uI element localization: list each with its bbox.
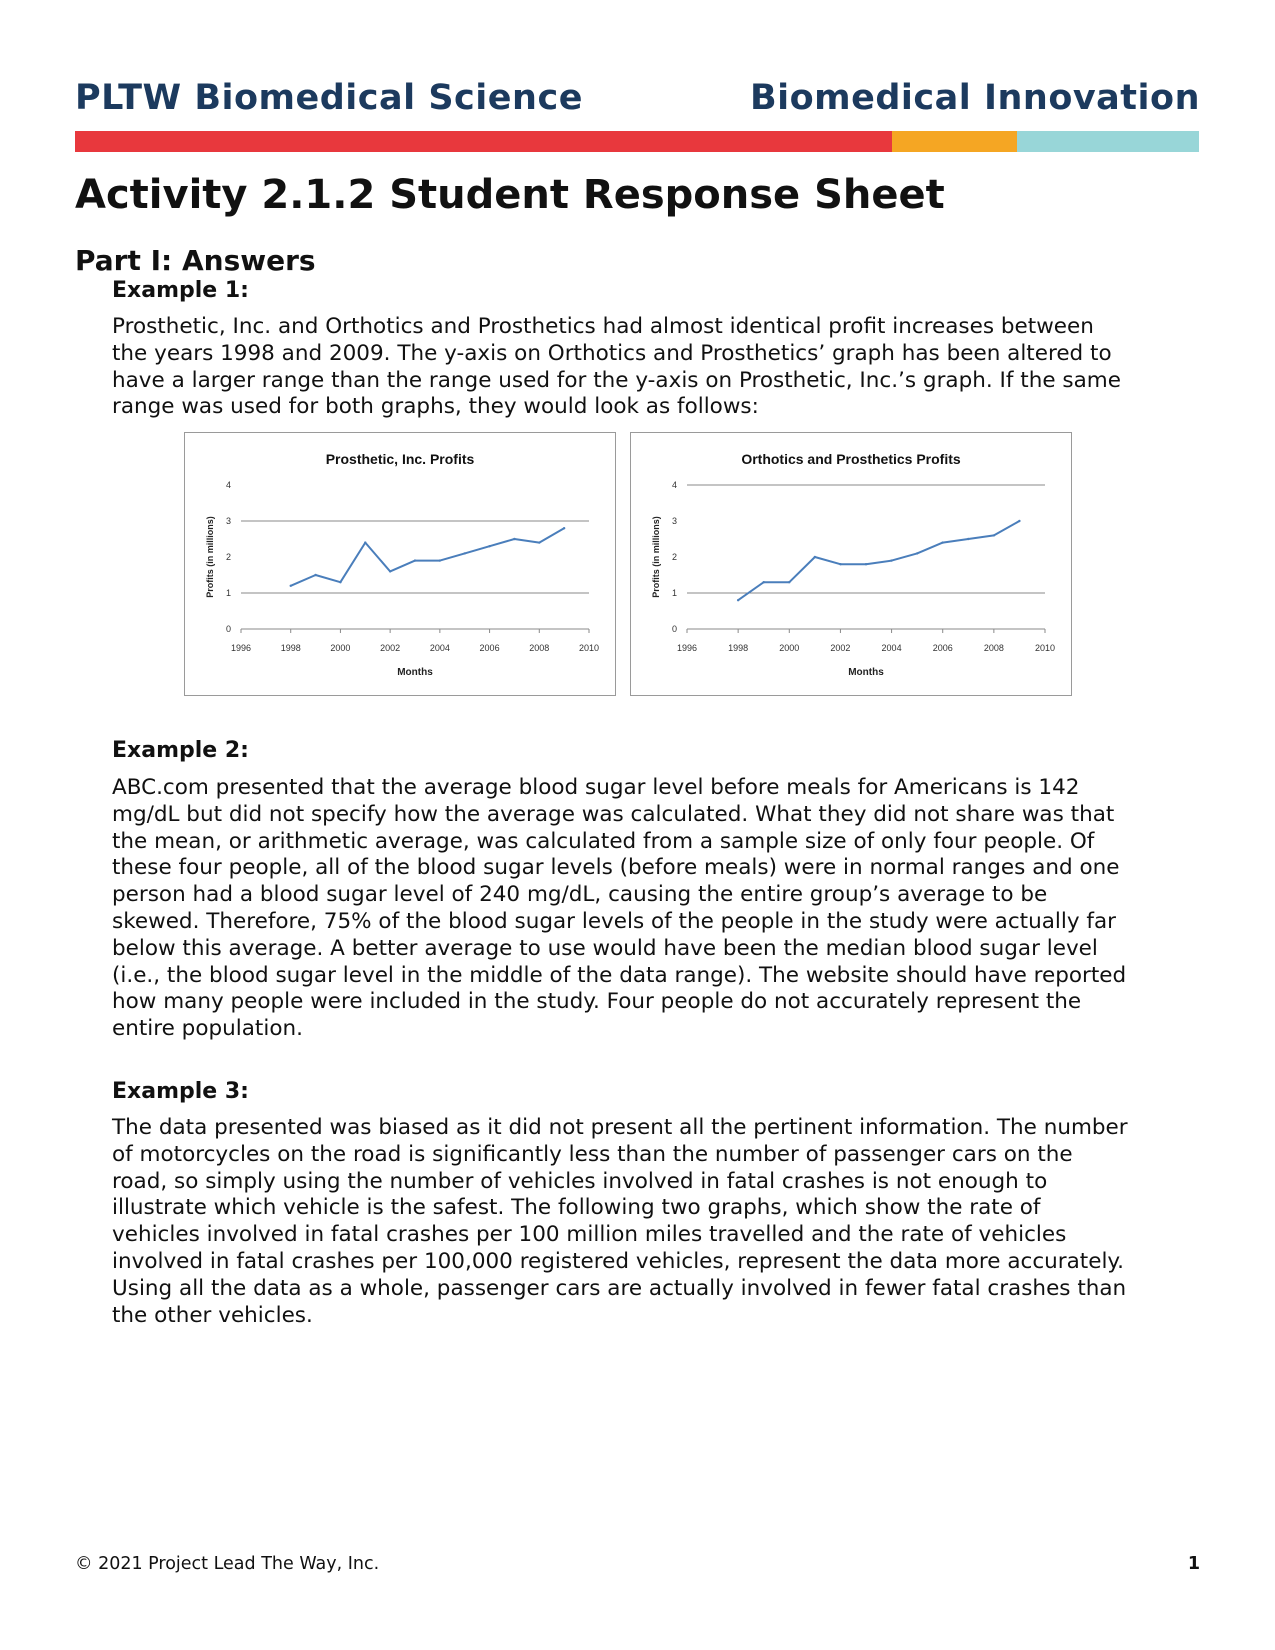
footer-copyright: © 2021 Project Lead The Way, Inc. [75,1554,380,1574]
example2-line: how many people were included in the study. Four people do not accurately represent the [112,989,1082,1015]
chart-orthotics-prosthetics [630,432,1072,696]
data-point [942,541,944,543]
x-tick-label: 2006 [479,643,500,653]
x-tick-label: 2002 [830,643,851,653]
example2-line: skewed. Therefore, 75% of the blood sugar levels of the people in the study were actually far [112,908,1116,934]
example2-line: these four people, all of the blood sugar levels (before meals) were in normal ranges and one [112,855,1120,881]
x-tick-label: 2008 [529,643,550,653]
example2-line: ABC.com presented that the average blood sugar level before meals for Americans is 142 [112,775,1080,800]
x-tick-label: 2010 [1034,643,1056,653]
example2-line: entire population. [112,1016,303,1042]
data-point [814,556,816,558]
y-tick-label: 4 [671,480,677,490]
data-point [414,559,416,561]
example2-line: person had a blood sugar level of 240 mg/dL, causing the entire group’s average to be [112,882,1048,908]
y-tick-label: 2 [671,552,677,562]
y-tick-label: 0 [225,624,231,634]
data-point [439,559,441,561]
data-point [1018,520,1020,522]
example3-line: The data presented was biased as it did not present all the pertinent information. The number [112,1115,1128,1140]
y-tick-label: 0 [671,624,677,634]
data-point [339,581,341,583]
example3-heading: Example 3: [112,1079,249,1104]
data-point [788,581,790,583]
y-tick-label: 2 [225,552,231,562]
example3-line: vehicles involved in fatal crashes per 100 million miles travelled and the rate of vehicles [112,1222,1067,1248]
data-point [538,541,540,543]
example2-line: (i.e., the blood sugar level in the middle of the data range). The website should have reported [112,962,1127,988]
footer-page-number: 1 [1187,1554,1200,1574]
data-point [763,581,765,583]
x-tick-label: 1998 [280,643,301,653]
color-bar-orange [892,131,1017,152]
x-axis-label: Months [397,667,433,678]
y-axis-label: Profits (in millions) [651,516,661,598]
y-tick-label: 4 [225,480,231,490]
x-tick-label: 2004 [881,643,902,653]
x-tick-label: 2000 [779,643,800,653]
example1-heading: Example 1: [112,278,249,303]
example1-paragraph [112,314,1202,421]
chart-prosthetic-inc-svg [185,433,615,695]
y-axis-label: Profits (in millions) [205,516,215,598]
data-point [563,527,565,529]
header-right-title: Biomedical Innovation [749,78,1200,118]
x-tick-label: 2002 [380,643,401,653]
example3-line: Using all the data as a whole, passenger cars are actually involved in fewer fatal crashes than [112,1275,1127,1301]
example3-line: road, so simply using the number of vehicles involved in fatal crashes is not enough to [112,1168,1048,1194]
data-point [737,599,739,601]
color-bar-red [75,131,892,152]
header-left-title: PLTW Biomedical Science [75,78,583,118]
chart-prosthetic-inc [184,432,616,696]
example2-line: the mean, or arithmetic average, was calculated from a sample size of only four people. Of [112,828,1095,854]
x-tick-label: 2004 [429,643,450,653]
example2-paragraph [112,775,1202,1043]
data-point [290,585,292,587]
x-tick-label: 2000 [330,643,351,653]
example1-line: the years 1998 and 2009. The y-axis on Orthotics and Prosthetics’ graph has been altered to [112,340,1112,366]
data-point [364,541,366,543]
example1-line: range was used for both graphs, they would look as follows: [112,394,759,420]
y-tick-label: 1 [225,588,231,598]
data-point [464,552,466,554]
data-point [865,563,867,565]
series-line [738,521,1019,600]
example2-heading: Example 2: [112,738,249,763]
example3-line: involved in fatal crashes per 100,000 registered vehicles, represent the data more accurately. [112,1248,1124,1274]
data-point [993,534,995,536]
data-point [513,538,515,540]
data-point [839,563,841,565]
x-tick-label: 2010 [578,643,600,653]
example2-line: mg/dL but did not specify how the average was calculated. What they did not share was that [112,801,1115,827]
example3-paragraph [112,1115,1202,1329]
data-point [916,552,918,554]
color-bar-teal [1017,131,1199,152]
x-tick-label: 2006 [932,643,953,653]
example3-line: of motorcycles on the road is significantly less than the number of passenger cars on the [112,1141,1073,1167]
data-point [389,570,391,572]
y-tick-label: 3 [225,516,231,526]
x-tick-label: 1996 [230,643,252,653]
data-point [967,538,969,540]
y-tick-label: 3 [671,516,677,526]
x-tick-label: 2008 [983,643,1004,653]
data-point [890,559,892,561]
page-title: Activity 2.1.2 Student Response Sheet [75,172,945,218]
example1-line: have a larger range than the range used for the y-axis on Prosthetic, Inc.’s graph. If the same [112,367,1121,393]
y-tick-label: 1 [671,588,677,598]
example3-line: the other vehicles. [112,1302,313,1328]
example1-line: Prosthetic, Inc. and Orthotics and Prosthetics had almost identical profit increases between [112,314,1094,339]
example2-line: below this average. A better average to use would have been the median blood sugar level [112,935,1098,961]
data-point [314,574,316,576]
chart-orthotics-prosthetics-svg [631,433,1071,695]
data-point [488,545,490,547]
x-tick-label: 1996 [676,643,698,653]
part-heading: Part I: Answers [75,244,316,277]
x-tick-label: 1998 [728,643,749,653]
chart-title: Prosthetic, Inc. Profits [325,451,475,467]
series-line [291,528,564,586]
x-axis-label: Months [848,667,884,678]
chart-title: Orthotics and Prosthetics Profits [741,451,961,467]
header-color-bar [75,131,1199,152]
example3-line: illustrate which vehicle is the safest. The following two graphs, which show the rate of [112,1195,1041,1221]
